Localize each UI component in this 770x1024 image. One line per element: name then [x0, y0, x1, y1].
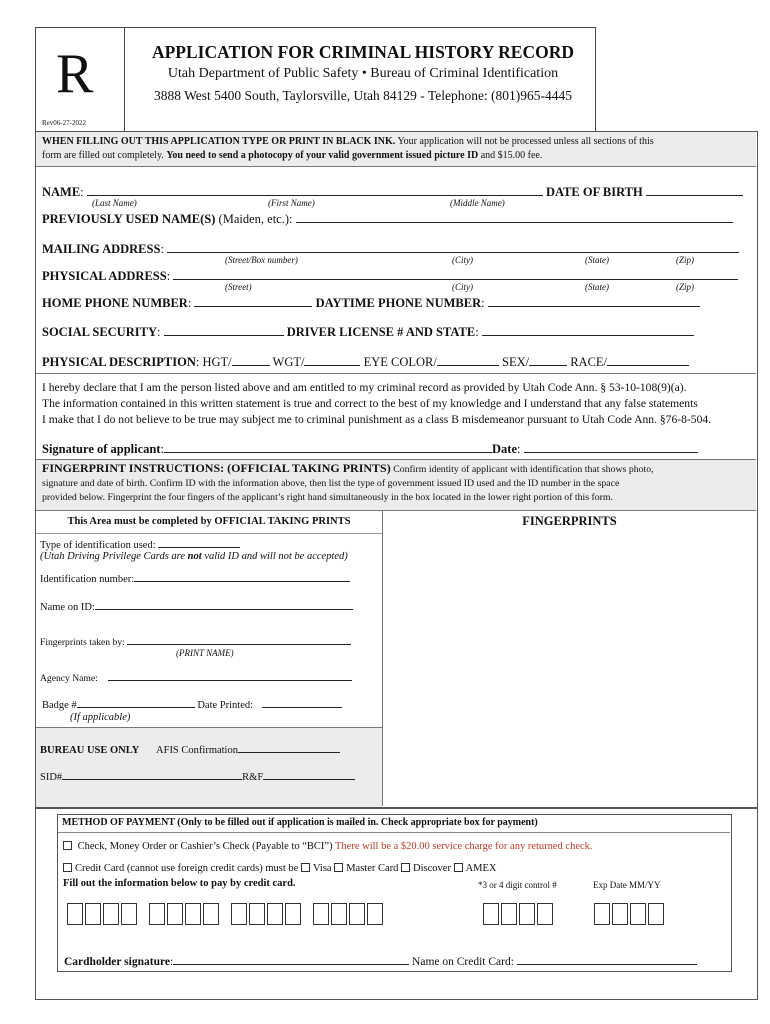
- card-digit-box[interactable]: [267, 903, 283, 925]
- exp-digit-box[interactable]: [648, 903, 664, 925]
- day-phone-label: DAYTIME PHONE NUMBER: [315, 296, 482, 310]
- name-on-card-field[interactable]: [517, 954, 697, 965]
- payment-inner: [57, 814, 732, 972]
- name-row: NAME: DATE OF BIRTH: [42, 183, 743, 200]
- physical-description-row: PHYSICAL DESCRIPTION: HGT/ WGT/ EYE COLOR/ SEX/ RACE/: [42, 353, 689, 370]
- dl-field[interactable]: [482, 323, 694, 336]
- agency-line: Utah Department of Public Safety • Bureau of Criminal Identification: [167, 66, 559, 81]
- card-digit-box[interactable]: [349, 903, 365, 925]
- physical-address-field[interactable]: [173, 267, 738, 280]
- date-label: Date: [492, 442, 518, 456]
- id-note-bold: not: [187, 551, 202, 562]
- fingerprint-instructions-text-3: provided below. Fingerprint the four fingers of the applicant’s right hand simultaneously in the box located in the lower right portion of this form.: [42, 492, 614, 503]
- fingerprint-instructions-title: FINGERPRINT INSTRUCTIONS: (OFFICIAL TAKING PRINTS): [42, 461, 391, 475]
- check-row: [63, 841, 593, 852]
- revision-date: Rev06-27-2022: [42, 119, 86, 127]
- dob-label: DATE OF BIRTH: [545, 185, 643, 199]
- address-line: 3888 West 5400 South, Taylorsville, Utah 84129 - Telephone: (801)965-4445: [153, 88, 573, 103]
- name-on-card-label: Name on Credit Card:: [412, 956, 514, 968]
- credit-card-row: [63, 863, 497, 874]
- ssn-label: SOCIAL SECURITY: [42, 325, 157, 339]
- id-note-post: valid ID and will not be accepted): [201, 551, 348, 562]
- agency-row: [40, 671, 352, 684]
- fingerprint-instructions-text-2: signature and date of birth. Confirm ID with the information above, then list the type of government issued ID used and the ID number in the space: [42, 478, 620, 489]
- control-digit-box[interactable]: [537, 903, 553, 925]
- visa-checkbox[interactable]: [301, 863, 310, 872]
- check-label: Check, Money Order or Cashier’s Check (Payable to “BCI”): [77, 841, 333, 852]
- state-hint-1: (State): [585, 255, 609, 265]
- card-digit-box[interactable]: [231, 903, 247, 925]
- notice-text: [42, 135, 752, 163]
- race-field[interactable]: [607, 353, 689, 366]
- card-digit-box[interactable]: [331, 903, 347, 925]
- fingerprint-capture-area[interactable]: [384, 532, 755, 805]
- hgt-field[interactable]: [232, 353, 270, 366]
- divider-1: [36, 373, 756, 374]
- notice-text-3: and $15.00 fee.: [480, 150, 543, 161]
- badge-field[interactable]: [77, 698, 195, 708]
- logo-letter: R: [56, 43, 94, 105]
- print-name-hint: (PRINT NAME): [176, 648, 234, 658]
- payment-title-rule: [58, 832, 730, 833]
- last-name-hint: (Last Name): [92, 198, 137, 208]
- mailing-address-field[interactable]: [167, 240, 739, 253]
- date-printed-field[interactable]: [262, 698, 342, 708]
- race-label: RACE/: [570, 355, 608, 369]
- previous-names-label: PREVIOUSLY USED NAME(S): [42, 212, 216, 226]
- home-phone-field[interactable]: [194, 294, 312, 307]
- card-number-boxes[interactable]: [67, 903, 385, 925]
- mastercard-label: Master Card: [346, 863, 399, 874]
- id-type-row: [40, 538, 240, 551]
- notice-text-1: Your application will not be processed unless all sections of this: [397, 136, 654, 147]
- bureau-row: [40, 743, 340, 756]
- card-digit-box[interactable]: [185, 903, 201, 925]
- visa-label: Visa: [312, 863, 332, 874]
- card-digit-box[interactable]: [313, 903, 329, 925]
- taken-by-field[interactable]: [127, 635, 351, 645]
- previous-names-field[interactable]: [296, 210, 733, 223]
- city-hint-2: (City): [452, 282, 473, 292]
- card-digit-box[interactable]: [67, 903, 83, 925]
- card-digit-box[interactable]: [203, 903, 219, 925]
- zip-hint-2: (Zip): [676, 282, 694, 292]
- badge-label: Badge #: [42, 700, 77, 711]
- exp-digit-box[interactable]: [594, 903, 610, 925]
- date-printed-label: Date Printed:: [197, 700, 254, 711]
- exp-date-label: Exp Date MM/YY: [593, 880, 661, 890]
- previous-names-hint: (Maiden, etc.):: [218, 212, 293, 226]
- dob-field[interactable]: [646, 183, 743, 196]
- card-digit-box[interactable]: [249, 903, 265, 925]
- sex-field[interactable]: [529, 353, 567, 366]
- street-box-hint: (Street/Box number): [225, 255, 298, 265]
- fingerprint-instructions: [42, 461, 754, 505]
- control-number-boxes[interactable]: [483, 903, 555, 925]
- name-on-id-row: [40, 600, 353, 613]
- cardholder-signature-field[interactable]: [173, 954, 409, 965]
- home-phone-label: HOME PHONE NUMBER: [42, 296, 188, 310]
- card-digit-box[interactable]: [367, 903, 383, 925]
- street-hint: (Street): [225, 282, 252, 292]
- city-hint-1: (City): [452, 255, 473, 265]
- rf-field[interactable]: [263, 770, 355, 780]
- card-digit-box[interactable]: [121, 903, 137, 925]
- credit-card-checkbox[interactable]: [63, 863, 72, 872]
- exp-digit-box[interactable]: [612, 903, 628, 925]
- agency-label: Agency Name:: [40, 673, 98, 684]
- signature-field[interactable]: [164, 440, 492, 453]
- afis-field[interactable]: [238, 743, 340, 753]
- id-number-field[interactable]: [134, 572, 350, 582]
- card-digit-box[interactable]: [149, 903, 165, 925]
- wgt-label: WGT/: [272, 355, 305, 369]
- middle-name-hint: (Middle Name): [450, 198, 505, 208]
- exp-digit-box[interactable]: [630, 903, 646, 925]
- mailing-address-row: MAILING ADDRESS:: [42, 240, 739, 257]
- id-number-row: [40, 572, 350, 585]
- zip-hint-1: (Zip): [676, 255, 694, 265]
- notice-bold-1: WHEN FILLING OUT THIS APPLICATION TYPE OR PRINT IN BLACK INK.: [42, 136, 396, 147]
- service-charge-note: There will be a $20.00 service charge for any returned check.: [335, 841, 593, 852]
- name-label: NAME: [42, 185, 81, 199]
- eye-label: EYE COLOR/: [363, 355, 437, 369]
- dl-label: DRIVER LICENSE # AND STATE: [286, 325, 476, 339]
- bureau-use-area: [36, 727, 382, 807]
- fill-out-note: Fill out the information below to pay by credit card.: [63, 878, 296, 889]
- notice-text-2: form are filled out completely.: [42, 150, 164, 161]
- agency-field[interactable]: [108, 671, 352, 681]
- taken-by-row: [40, 635, 351, 648]
- sid-label: SID#: [40, 772, 63, 783]
- form-title: APPLICATION FOR CRIMINAL HISTORY RECORD: [151, 42, 575, 62]
- exp-date-boxes[interactable]: [594, 903, 666, 925]
- official-header: This Area must be completed by OFFICIAL TAKING PRINTS: [67, 516, 351, 527]
- signature-date-field[interactable]: [524, 440, 698, 453]
- sid-row: [40, 770, 355, 783]
- afis-label: AFIS Confirmation: [156, 745, 238, 756]
- state-hint-2: (State): [585, 282, 609, 292]
- physical-address-label: PHYSICAL ADDRESS: [42, 269, 167, 283]
- physical-address-row: PHYSICAL ADDRESS:: [42, 267, 738, 284]
- card-digit-box[interactable]: [103, 903, 119, 925]
- credit-card-label: Credit Card (cannot use foreign credit cards) must be: [75, 863, 299, 874]
- signature-row: Signature of applicant: Date:: [42, 440, 698, 457]
- eye-field[interactable]: [437, 353, 499, 366]
- fingerprint-instructions-text-1: Confirm identity of applicant with identification that shows photo,: [393, 464, 654, 475]
- if-applicable-hint: (If applicable): [70, 712, 131, 723]
- cardholder-signature-label: Cardholder signature: [64, 956, 170, 968]
- notice-bold-2: You need to send a photocopy of your valid government issued picture ID: [166, 150, 479, 161]
- name-field[interactable]: [87, 183, 543, 196]
- id-type-label: Type of identification used:: [40, 540, 156, 551]
- card-digit-box[interactable]: [167, 903, 183, 925]
- amex-checkbox[interactable]: [454, 863, 463, 872]
- id-note: [40, 551, 348, 562]
- declaration-line-3: I make that I do not believe to be true may subject me to criminal punishment as a class B misdemeanor pursuant to Utah Code Ann. §76-8-504.: [42, 413, 712, 426]
- control-number-label: *3 or 4 digit control #: [478, 880, 557, 890]
- day-phone-field[interactable]: [488, 294, 700, 307]
- first-name-hint: (First Name): [268, 198, 315, 208]
- mastercard-checkbox[interactable]: [334, 863, 343, 872]
- declaration-line-1: I hereby declare that I am the person listed above and am entitled to my criminal record as provided by Utah Code Ann. § 53-10-108(9)(a).: [42, 381, 687, 394]
- payment-title: METHOD OF PAYMENT (Only to be filled out if application is mailed in. Check appropriate box for payment): [62, 817, 538, 828]
- physical-description-label: PHYSICAL DESCRIPTION: [42, 355, 196, 369]
- discover-checkbox[interactable]: [401, 863, 410, 872]
- ssn-field[interactable]: [164, 323, 284, 336]
- bureau-use-label: BUREAU USE ONLY: [40, 745, 140, 756]
- phone-row: HOME PHONE NUMBER: DAYTIME PHONE NUMBER:: [42, 294, 700, 311]
- control-digit-box[interactable]: [483, 903, 499, 925]
- rf-label: R&F: [242, 772, 264, 783]
- name-on-id-field[interactable]: [95, 600, 353, 610]
- taken-by-label: Fingerprints taken by:: [40, 637, 125, 648]
- check-checkbox[interactable]: [63, 841, 72, 850]
- control-digit-box[interactable]: [519, 903, 535, 925]
- card-digit-box[interactable]: [85, 903, 101, 925]
- id-number-label: Identification number:: [40, 574, 135, 585]
- badge-row: [42, 698, 342, 711]
- card-digit-box[interactable]: [285, 903, 301, 925]
- ssn-row: SOCIAL SECURITY: DRIVER LICENSE # AND STATE:: [42, 323, 694, 340]
- declaration-line-2: The information contained in this written statement is true and correct to the best of my knowledge and I understand that any false statements: [42, 397, 698, 410]
- name-on-id-label: Name on ID:: [40, 602, 95, 613]
- mailing-address-label: MAILING ADDRESS: [42, 242, 161, 256]
- signature-label: Signature of applicant: [42, 442, 161, 456]
- id-note-pre: (Utah Driving Privilege Cards are: [40, 551, 188, 562]
- discover-label: Discover: [413, 863, 451, 874]
- cardholder-row: Cardholder signature: Name on Credit Card:: [64, 954, 697, 968]
- official-header-rule: [36, 533, 382, 534]
- wgt-field[interactable]: [304, 353, 360, 366]
- sid-field[interactable]: [62, 770, 242, 780]
- sex-label: SEX/: [502, 355, 530, 369]
- control-digit-box[interactable]: [501, 903, 517, 925]
- declaration: [42, 380, 756, 428]
- fingerprints-label: FINGERPRINTS: [522, 514, 617, 528]
- hgt-label: HGT/: [202, 355, 232, 369]
- amex-label: AMEX: [465, 863, 497, 874]
- previous-names-row: [42, 210, 733, 227]
- id-type-field[interactable]: [158, 538, 240, 548]
